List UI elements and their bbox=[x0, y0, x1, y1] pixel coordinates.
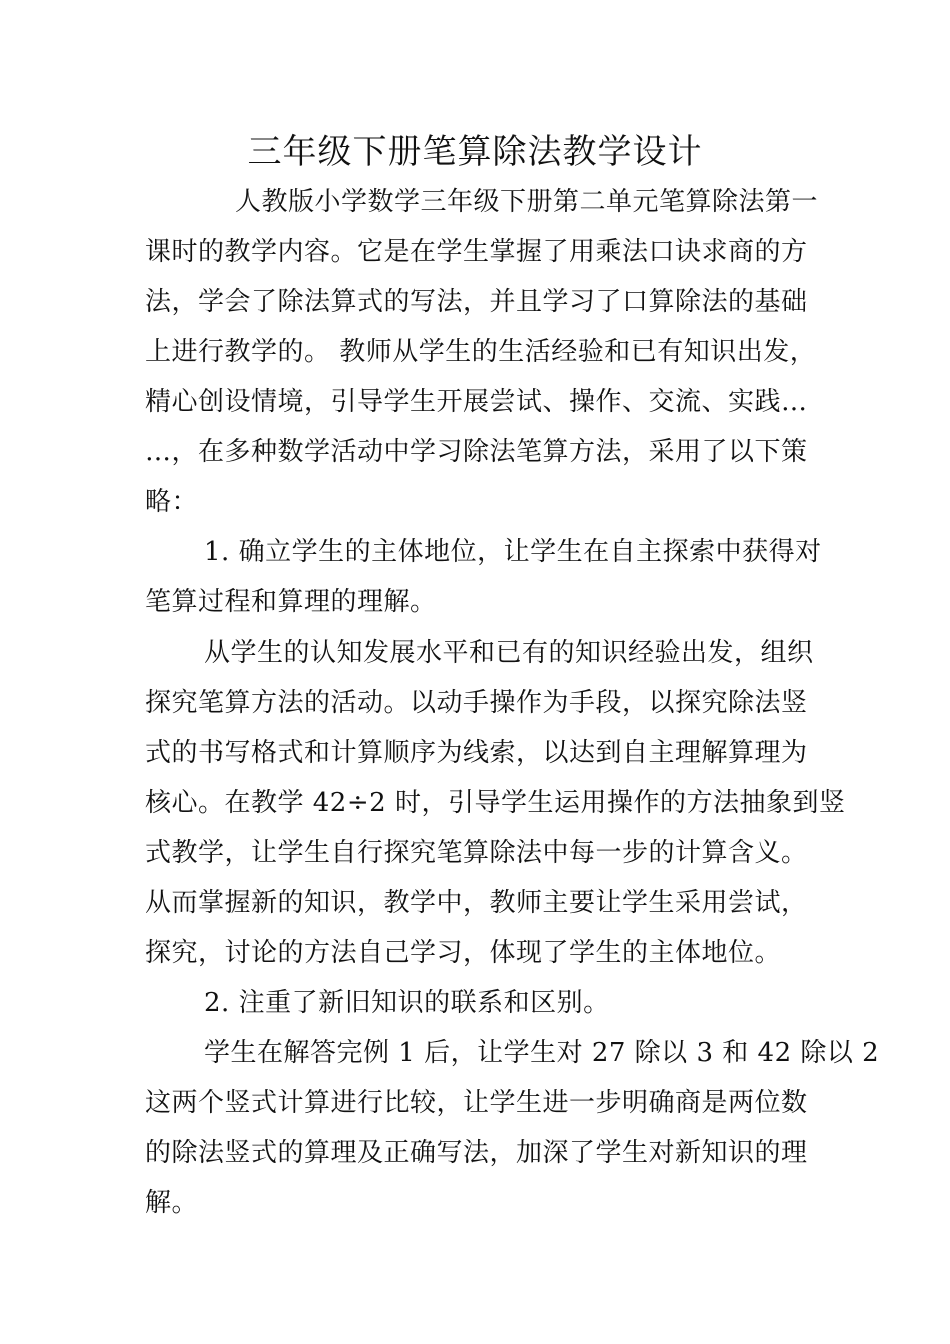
paragraph-line: …，在多种数学活动中学习除法笔算方法，采用了以下策 bbox=[145, 437, 808, 467]
paragraph-line: 探究，讨论的方法自己学习，体现了学生的主体地位。 bbox=[145, 938, 782, 968]
paragraph-line: 笔算过程和算理的理解。 bbox=[145, 587, 437, 617]
paragraph-line: 探究笔算方法的活动。以动手操作为手段，以探究除法竖 bbox=[145, 688, 808, 718]
paragraph-line: 的除法竖式的算理及正确写法，加深了学生对新知识的理 bbox=[145, 1138, 808, 1168]
paragraph-line: 从学生的认知发展水平和已有的知识经验出发，组织 bbox=[204, 638, 814, 668]
paragraph-line: 解。 bbox=[145, 1188, 199, 1218]
paragraph-line: 这两个竖式计算进行比较，让学生进一步明确商是两位数 bbox=[145, 1088, 808, 1118]
paragraph-line: 从而掌握新的知识，教学中，教师主要让学生采用尝试， bbox=[145, 888, 808, 918]
section-heading: 1. 确立学生的主体地位，让学生在自主探索中获得对 bbox=[204, 537, 822, 567]
paragraph-line: 课时的教学内容。它是在学生掌握了用乘法口诀求商的方 bbox=[145, 237, 808, 267]
paragraph-line: 上进行教学的。 教师从学生的生活经验和已有知识出发， bbox=[145, 337, 817, 367]
paragraph-line: 核心。在教学 42÷2 时，引导学生运用操作的方法抽象到竖 bbox=[145, 788, 846, 818]
paragraph-line: 精心创设情境，引导学生开展尝试、操作、交流、实践… bbox=[145, 387, 808, 417]
paragraph-line: 人教版小学数学三年级下册第二单元笔算除法第一 bbox=[235, 187, 819, 217]
section-heading: 2. 注重了新旧知识的联系和区别。 bbox=[204, 988, 610, 1018]
paragraph-line: 略： bbox=[145, 487, 199, 517]
paragraph-line: 式教学，让学生自行探究笔算除法中每一步的计算含义。 bbox=[145, 838, 808, 868]
paragraph-line: 式的书写格式和计算顺序为线索，以达到自主理解算理为 bbox=[145, 738, 808, 768]
paragraph-line: 学生在解答完例 1 后，让学生对 27 除以 3 和 42 除以 2 bbox=[204, 1038, 880, 1068]
document-title: 三年级下册笔算除法教学设计 bbox=[247, 132, 703, 172]
paragraph-line: 法，学会了除法算式的写法，并且学习了口算除法的基础 bbox=[145, 287, 808, 317]
